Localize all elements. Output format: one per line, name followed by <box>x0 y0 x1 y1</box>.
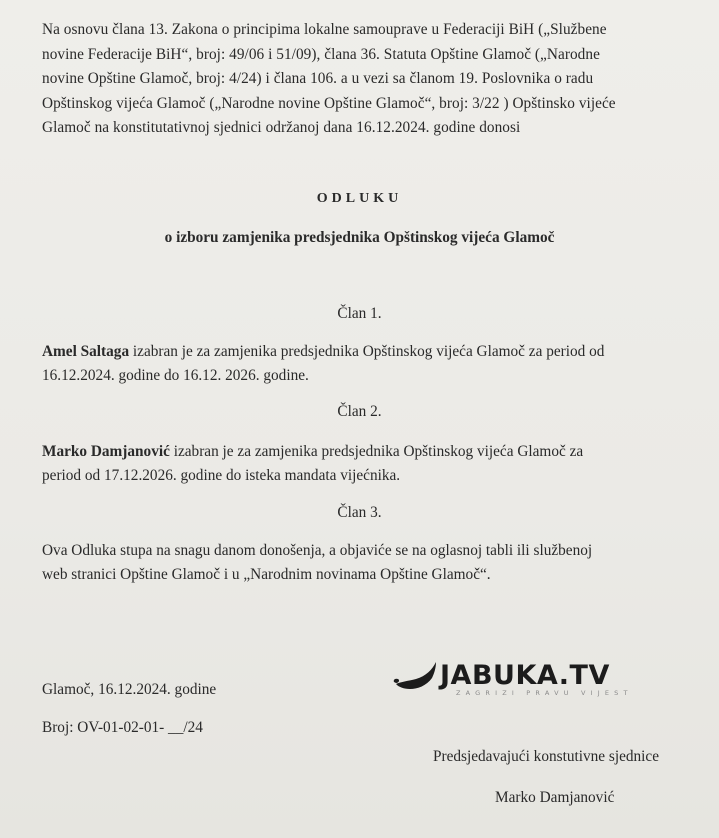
signatory-title: Predsjedavajući konstutivne sjednice <box>433 748 659 765</box>
document-number: Broj: OV-01-02-01- __/24 <box>42 719 203 736</box>
preamble-line: Na osnovu člana 13. Zakona o principima lokalne samouprave u Federaciji BiH („Službene <box>42 21 607 38</box>
jabuka-tv-watermark <box>392 660 633 700</box>
preamble-paragraph <box>42 18 702 141</box>
preamble-line: novine Federacije BiH“, broj: 49/06 i 51/09), člana 36. Statuta Opštine Glamoč („Narodne <box>42 45 600 63</box>
article-1-text-line-2: 16.12.2024. godine do 16.12. 2026. godine. <box>42 367 309 384</box>
article-3-body <box>42 539 702 587</box>
article-3-text-line-2: web stranici Opštine Glamoč i u „Narodnim novinama Opštine Glamoč“. <box>42 566 491 583</box>
preamble-line: Opštinskog vijeća Glamoč („Narodne novine Opštine Glamoč“, broj: 3/22 ) Opštinsko vijeće <box>42 94 616 112</box>
preamble-line: Glamoč na konstitutativnoj sjednici održanoj dana 16.12.2024. godine donosi <box>42 119 521 136</box>
watermark-tagline: ZAGRIZI PRAVU VIJEST <box>456 689 633 697</box>
article-2-text: izabran je za zamjenika predsjednika Opštinskog vijeća Glamoč za <box>169 443 584 460</box>
signatory-name: Marko Damjanović <box>495 789 615 806</box>
document-subtitle: o izboru zamjenika predsjednika Opštinskog vijeća Glamoč <box>164 229 555 246</box>
place-and-date: Glamoč, 16.12.2024. godine <box>42 681 217 698</box>
document-title: ODLUKU <box>316 191 403 206</box>
article-2-text-line-2: period od 17.12.2026. godine do isteka mandata vijećnika. <box>42 467 401 484</box>
preamble-line: novine Opštine Glamoč, broj: 4/24) i člana 106. a u vezi sa članom 19. Poslovnika o radu <box>42 70 594 87</box>
article-1-text: izabran je za zamjenika predsjednika Opštinskog vijeća Glamoč za period od <box>129 343 605 360</box>
article-2-heading: Član 2. <box>337 403 382 420</box>
article-1-body <box>42 340 702 388</box>
article-2-body <box>42 440 702 488</box>
article-3-text-line-1: Ova Odluka stupa na snagu danom donošenja, a objaviće se na oglasnoj tabli ili službenoj <box>42 542 593 559</box>
article-2-person-name: Marko Damjanović <box>42 443 170 460</box>
watermark-brand: JABUKA.TV <box>440 660 610 691</box>
article-3-heading: Član 3. <box>337 504 382 521</box>
article-1-heading: Član 1. <box>337 305 382 322</box>
apple-bite-logo-icon <box>392 660 438 694</box>
article-1-person-name: Amel Saltaga <box>42 343 130 360</box>
